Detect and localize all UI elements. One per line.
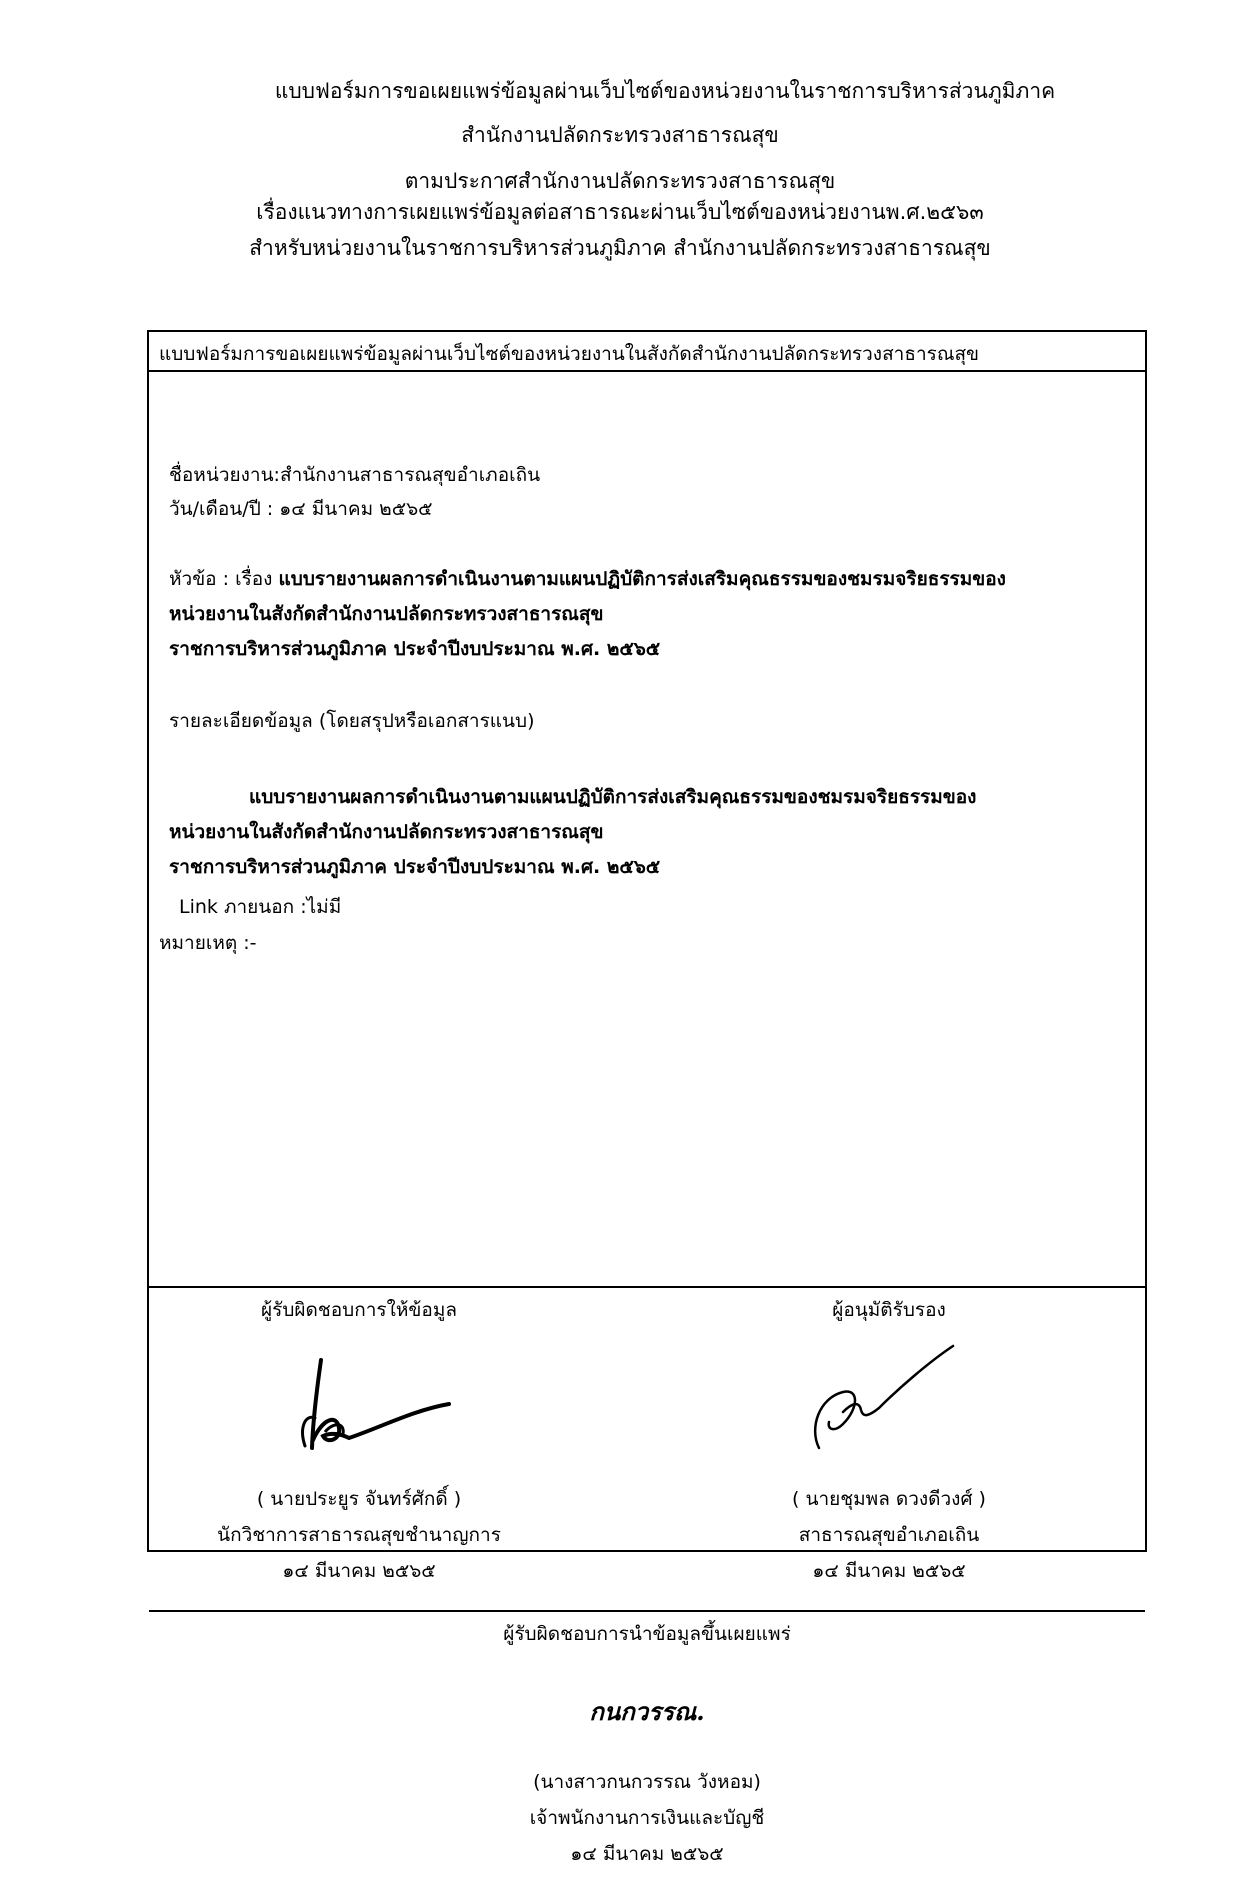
date-row (169, 494, 433, 524)
approver-name: ( นายชุมพล ดวงดีวงศ์ ) (792, 1488, 986, 1510)
header-line-4: เรื่องแนวทางการเผยแพร่ข้อมูลต่อสาธารณะผ่านเว็บไซต์ของหน่วยงานพ.ศ.๒๕๖๓ (256, 200, 984, 224)
form-title: แบบฟอร์มการขอเผยแพร่ข้อมูลผ่านเว็บไซต์ของหน่วยงานในสังกัดสำนักงานปลัดกระทรวงสาธารณสุข (159, 343, 980, 365)
topic-line-2: หน่วยงานในสังกัดสำนักงานปลัดกระทรวงสาธารณสุข (169, 603, 604, 625)
document-header (0, 72, 1240, 268)
details-label: รายละเอียดข้อมูล (โดยสรุปหรือเอกสารแนบ) (169, 710, 535, 732)
link-row (179, 892, 341, 922)
date-value: ๑๔ มีนาคม ๒๕๖๕ (279, 498, 433, 520)
publisher-heading: ผู้รับผิดชอบการนำข้อมูลขึ้นเผยแพร่ (503, 1623, 791, 1645)
date-label: วัน/เดือน/ปี : (169, 498, 280, 520)
provider-signature-icon (279, 1348, 459, 1458)
publisher-name: (นางสาวกนกวรรณ วังหอม) (533, 1771, 761, 1793)
header-line-1: แบบฟอร์มการขอเผยแพร่ข้อมูลผ่านเว็บไซต์ของหน่วยงานในราชการบริหารส่วนภูมิภาค (274, 79, 1056, 103)
provider-block (189, 1288, 529, 1582)
form-title-row (149, 332, 1145, 372)
provider-name: ( นายประยูร จันทร์ศักดิ์ ) (256, 1488, 462, 1510)
agency-value: สำนักงานสาธารณสุขอำเภอเถิน (279, 464, 541, 486)
approver-position: สาธารณสุขอำเภอเถิน (798, 1524, 980, 1546)
note-value: - (249, 932, 257, 954)
topic-line-3: ราชการบริหารส่วนภูมิภาค ประจำปีงบประมาณ พ.ศ. ๒๕๖๕ (169, 638, 661, 660)
header-line-5: สำหรับหน่วยงานในราชการบริหารส่วนภูมิภาค สำนักงานปลัดกระทรวงสาธารณสุข (249, 236, 991, 260)
agency-label: ชื่อหน่วยงาน: (169, 464, 280, 486)
publisher-position: เจ้าพนักงานการเงินและบัญชี (529, 1807, 765, 1829)
note-row (159, 928, 257, 958)
approver-signature-icon (799, 1338, 959, 1458)
publisher-section (149, 1612, 1145, 1882)
provider-heading: ผู้รับผิดชอบการให้ข้อมูล (261, 1299, 457, 1321)
approver-heading: ผู้อนุมัติรับรอง (832, 1299, 946, 1321)
provider-date: ๑๔ มีนาคม ๒๕๖๕ (282, 1560, 436, 1582)
topic-line-1: แบบรายงานผลการดำเนินงานตามแผนปฏิบัติการส่งเสริมคุณธรรมของชมรมจริยธรรมของ (278, 568, 1006, 590)
provider-position: นักวิชาการสาธารณสุขชำนาญการ (217, 1524, 501, 1546)
link-label: Link ภายนอก : (179, 896, 307, 918)
approver-block (709, 1288, 1069, 1582)
header-line-2: สำนักงานปลัดกระทรวงสาธารณสุข (461, 123, 779, 147)
details-line-1: แบบรายงานผลการดำเนินงานตามแผนปฏิบัติการส่งเสริมคุณธรรมของชมรมจริยธรรมของ (249, 786, 977, 808)
link-value: ไม่มี (306, 896, 342, 918)
publisher-date: ๑๔ มีนาคม ๒๕๖๕ (570, 1843, 724, 1865)
topic-row (169, 564, 1006, 594)
note-label: หมายเหตุ : (159, 932, 250, 954)
details-line-3: ราชการบริหารส่วนภูมิภาค ประจำปีงบประมาณ พ.ศ. ๒๕๖๕ (169, 856, 661, 878)
topic-label: หัวข้อ : เรื่อง (169, 568, 279, 590)
form-details-section (149, 372, 1145, 1288)
details-line-2: หน่วยงานในสังกัดสำนักงานปลัดกระทรวงสาธารณสุข (169, 821, 604, 843)
header-line-3: ตามประกาศสำนักงานปลัดกระทรวงสาธารณสุข (404, 169, 836, 193)
agency-row (169, 460, 540, 490)
publisher-signature: กนกวรรณ. (589, 1697, 705, 1726)
request-form (147, 330, 1147, 1865)
approver-date: ๑๔ มีนาคม ๒๕๖๕ (812, 1560, 966, 1582)
signature-section (149, 1288, 1145, 1612)
